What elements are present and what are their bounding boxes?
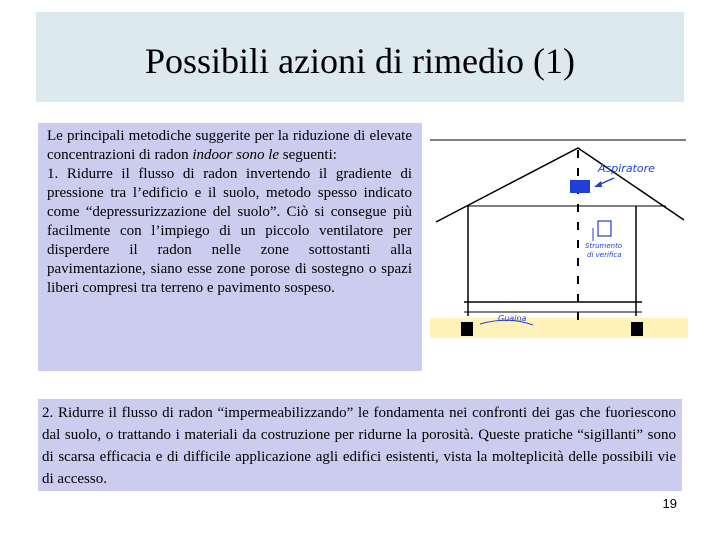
text-box-methods [38, 123, 422, 371]
strumento-label-1: Strumento [585, 242, 623, 250]
intro-text: Le principali metodiche suggerite per la riduzione di elevate concentrazioni di radon [47, 128, 412, 163]
house-diagram [428, 126, 690, 356]
intro-text-end: seguenti: [279, 147, 337, 163]
page-number: 19 [662, 496, 677, 511]
strumento-box [598, 221, 611, 236]
title-banner [36, 12, 684, 102]
house-roof [436, 148, 684, 222]
method-2-paragraph: 2. Ridurre il flusso di radon “impermeabilizzando” le fondamenta nei confronti dei gas che fuoriescono dal suolo, o trattando i materiali da costruzione per ridurne la porosità. Queste pratiche “sigillanti” sono di scarsa efficacia e di difficile applicazione agli edifici esistenti, vista la molteplicità delle possibili vie di accesso. [42, 405, 676, 487]
intro-paragraph [47, 127, 412, 165]
guaina-label: Guaina [498, 314, 527, 323]
intro-italic-text: indoor sono le [192, 147, 280, 163]
method-1-paragraph: 1. Ridurre il flusso di radon invertendo il gradiente di pressione tra l’edificio e il suolo, metodo spesso indicato come “depressurizzazione del suolo”. Ciò si consegue più facilmente con l’impiego di un piccolo ventilatore per disperdere il radon nelle zone sottostanti alla pavimentazione, siano esse zone porose di sostegno o spazi liberi compresi tra terreno e pavimento sospeso. [47, 166, 412, 296]
aspiratore-fan [570, 180, 590, 193]
slide-title: Possibili azioni di rimedio (1) [145, 41, 575, 81]
aspiratore-label: Aspiratore [598, 162, 655, 175]
text-box-method-2 [38, 399, 682, 491]
right-footing [631, 322, 643, 336]
strumento-label-2: di verifica [587, 251, 622, 259]
aspiratore-arrowhead [594, 181, 602, 187]
left-footing [461, 322, 473, 336]
